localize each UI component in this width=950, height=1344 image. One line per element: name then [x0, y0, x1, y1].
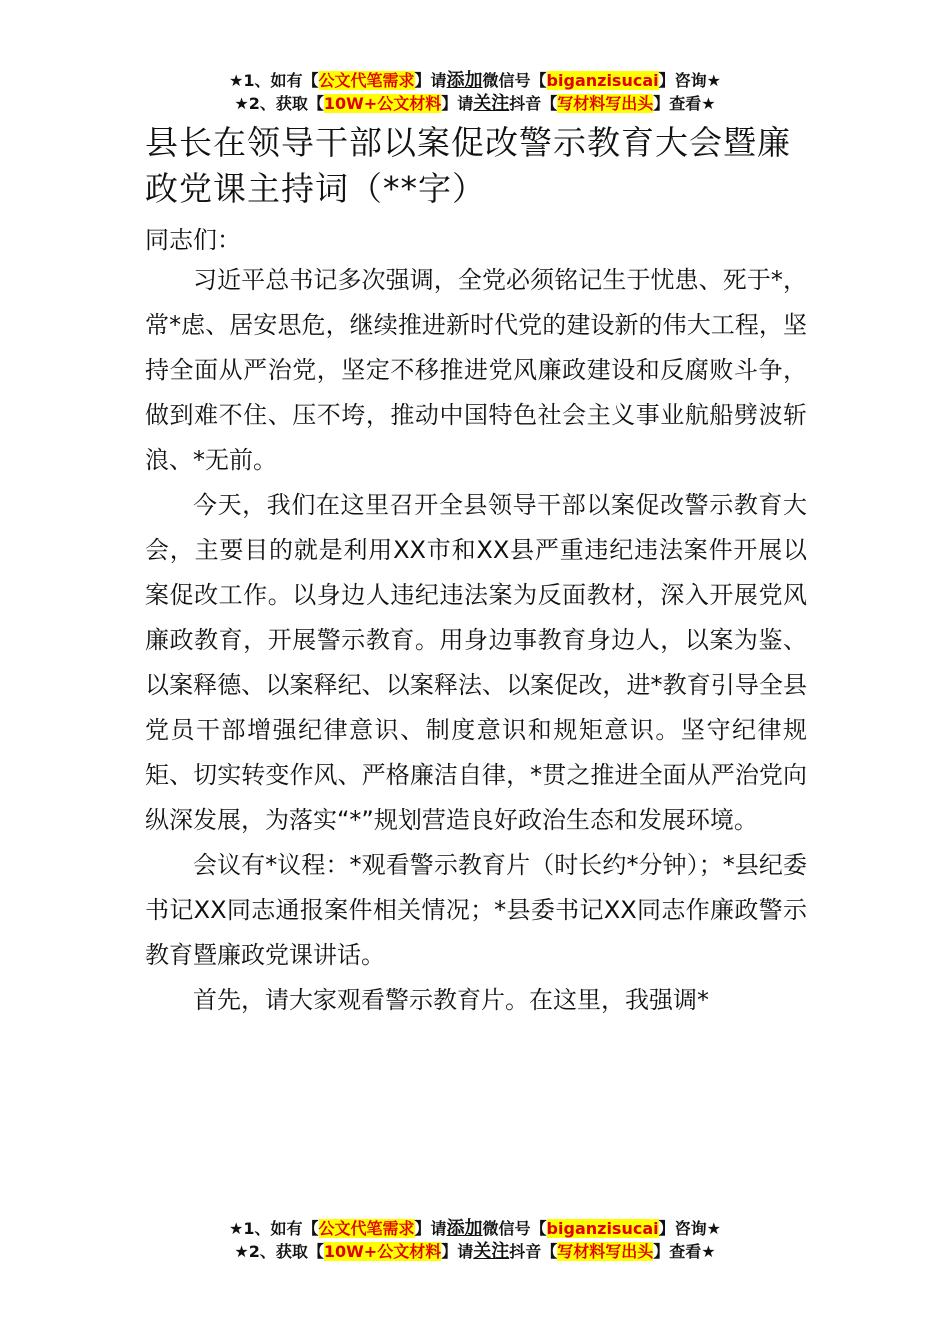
banner-highlight: 公文代笔需求: [318, 71, 415, 90]
banner-text: ★1、如有【: [229, 71, 319, 90]
paragraph: 习近平总书记多次强调，全党必须铭记生于忧患、死于*，常*虑、居安思危，继续推进新时代党的建设新的伟大工程，坚持全面从严治党，坚定不移推进党风廉政建设和反腐败斗争，做到难不住、压不垮，推动中国特色社会主义事业航船劈波斩浪、*无前。: [145, 266, 807, 474]
document-body: [145, 258, 807, 1023]
banner-text: 】请: [441, 1242, 474, 1261]
banner-text: 抖音【: [509, 1242, 558, 1261]
banner-text: 】咨询★: [658, 71, 721, 90]
banner-underlined: 关注: [473, 1241, 510, 1262]
banner-text: 微信号【: [482, 1219, 547, 1238]
banner-text: 】查看★: [653, 94, 716, 113]
banner-text: 】请: [441, 94, 474, 113]
banner-text: ★2、获取【: [234, 94, 324, 113]
paragraph: 首先，请大家观看警示教育片。在这里，我强调*: [193, 986, 709, 1014]
banner-highlight: 10W+公文材料: [323, 94, 442, 113]
banner-highlight: 写材料写出头: [557, 1242, 654, 1261]
banner-line-1: [0, 69, 950, 92]
banner-highlight: biganzisucai: [546, 1219, 659, 1238]
banner-text: 微信号【: [482, 71, 547, 90]
salutation: 同志们：: [145, 226, 241, 254]
banner-text: ★2、获取【: [234, 1242, 324, 1261]
banner-line-1: [0, 1217, 950, 1240]
banner-text: 抖音【: [509, 94, 558, 113]
banner-highlight: 公文代笔需求: [318, 1219, 415, 1238]
banner-underlined: 添加: [446, 1218, 483, 1239]
footer-banner: [0, 1217, 950, 1263]
banner-text: ★1、如有【: [229, 1219, 319, 1238]
banner-underlined: 添加: [446, 70, 483, 91]
paragraph: 今天，我们在这里召开全县领导干部以案促改警示教育大会，主要目的就是利用XX市和XX县严重违纪违法案件开展以案促改工作。以身边人违纪违法案为反面教材，深入开展党风廉政教育，开展警示教育。用身边事教育身边人，以案为鉴、以案释德、以案释纪、以案释法、以案促改，进*教育引导全县党员干部增强纪律意识、制度意识和规矩意识。坚守纪律规矩、切实转变作风、严格廉洁自律，*贯之推进全面从严治党向纵深发展，为落实“*”规划营造良好政治生态和发展环境。: [145, 491, 807, 834]
banner-line-2: [0, 92, 950, 115]
banner-highlight: biganzisucai: [546, 71, 659, 90]
paragraph: 会议有*议程：*观看警示教育片（时长约*分钟）；*县纪委书记XX同志通报案件相关情况；*县委书记XX同志作廉政警示教育暨廉政党课讲话。: [145, 851, 807, 969]
banner-line-2: [0, 1240, 950, 1263]
banner-text: 】查看★: [653, 1242, 716, 1261]
banner-text: 】请: [414, 1219, 447, 1238]
banner-text: 】咨询★: [658, 1219, 721, 1238]
banner-highlight: 写材料写出头: [557, 94, 654, 113]
banner-text: 】请: [414, 71, 447, 90]
banner-underlined: 关注: [473, 93, 510, 114]
document-title: 县长在领导干部以案促改警示教育大会暨廉政党课主持词（**字）: [145, 123, 791, 208]
header-banner: [0, 69, 950, 115]
banner-highlight: 10W+公文材料: [323, 1242, 442, 1261]
